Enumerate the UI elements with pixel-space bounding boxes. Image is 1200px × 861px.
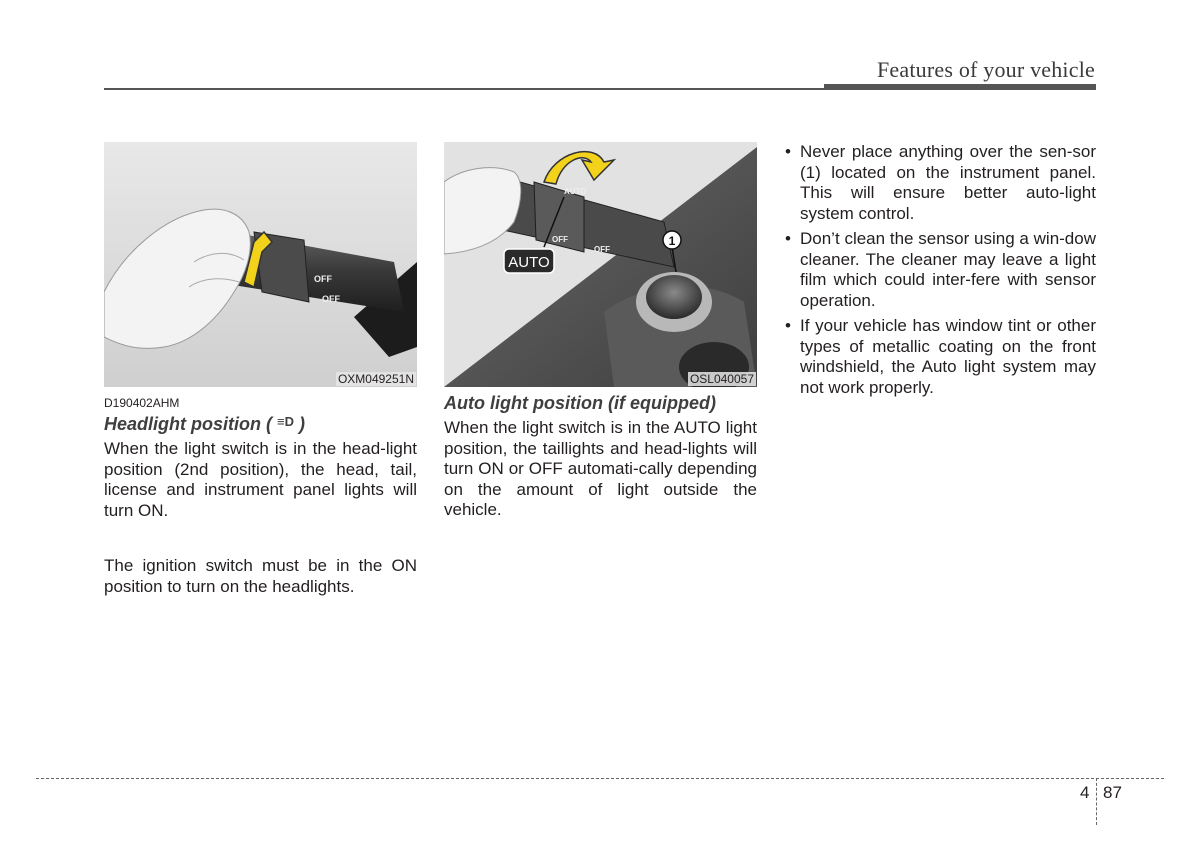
- section-title-suffix: ): [299, 414, 306, 434]
- headlight-paragraph-2: The ignition switch must be in the ON position to turn on the headlights.: [104, 556, 417, 596]
- svg-text:AUTO: AUTO: [564, 187, 587, 196]
- document-code: D190402AHM: [104, 396, 180, 410]
- svg-text:OFF: OFF: [552, 235, 568, 244]
- headlight-icon: ≡D: [277, 414, 294, 429]
- chapter-number: 4: [1080, 783, 1090, 802]
- figure-code: OXM049251N: [337, 372, 414, 386]
- auto-callout-label: AUTO: [508, 254, 550, 271]
- figure-code: OSL040057: [689, 372, 754, 386]
- auto-light-illustration: [444, 142, 757, 387]
- svg-text:OFF: OFF: [314, 274, 332, 284]
- section-title-headlight: [104, 414, 417, 435]
- svg-text:OFF: OFF: [322, 294, 340, 304]
- headlight-switch-illustration: [104, 142, 417, 387]
- auto-light-figure: [444, 142, 757, 387]
- page-header-title: Features of your vehicle: [876, 57, 1095, 82]
- headlight-paragraph-1: When the light switch is in the head-light position (2nd position), the head, tail, license and instrument panel lights will turn ON.: [104, 439, 417, 520]
- bullet-item: • Don’t clean the sensor using a win-dow cleaner. The cleaner may leave a light film which could inter-fere with sensor operation.: [784, 229, 1096, 311]
- bullet-item: • If your vehicle has window tint or other types of metallic coating on the front windshield, the Auto light system may not work properly.: [784, 316, 1096, 398]
- auto-light-paragraph: When the light switch is in the AUTO light position, the taillights and head-lights will turn ON or OFF automati-cally depending on the amount of light outside the vehicle.: [444, 418, 757, 519]
- bullet-item: • Never place anything over the sen-sor (1) located on the instrument panel. This will ensure better auto-light system control.: [784, 142, 1096, 224]
- sensor-callout-number: 1: [668, 234, 676, 248]
- footer-separator: [1096, 778, 1097, 825]
- middle-column: [444, 142, 757, 521]
- header-rule-accent: [824, 84, 1096, 90]
- left-column: [104, 142, 417, 597]
- page-number: 87: [1103, 783, 1122, 802]
- right-column: [784, 142, 1096, 403]
- headlight-switch-figure: [104, 142, 417, 387]
- section-title-prefix: Headlight position (: [104, 414, 272, 434]
- caution-bullet-list: [784, 142, 1096, 398]
- footer-rule: [36, 778, 1164, 779]
- svg-text:OFF: OFF: [594, 245, 610, 254]
- section-title-auto-light: Auto light position (if equipped): [444, 393, 716, 413]
